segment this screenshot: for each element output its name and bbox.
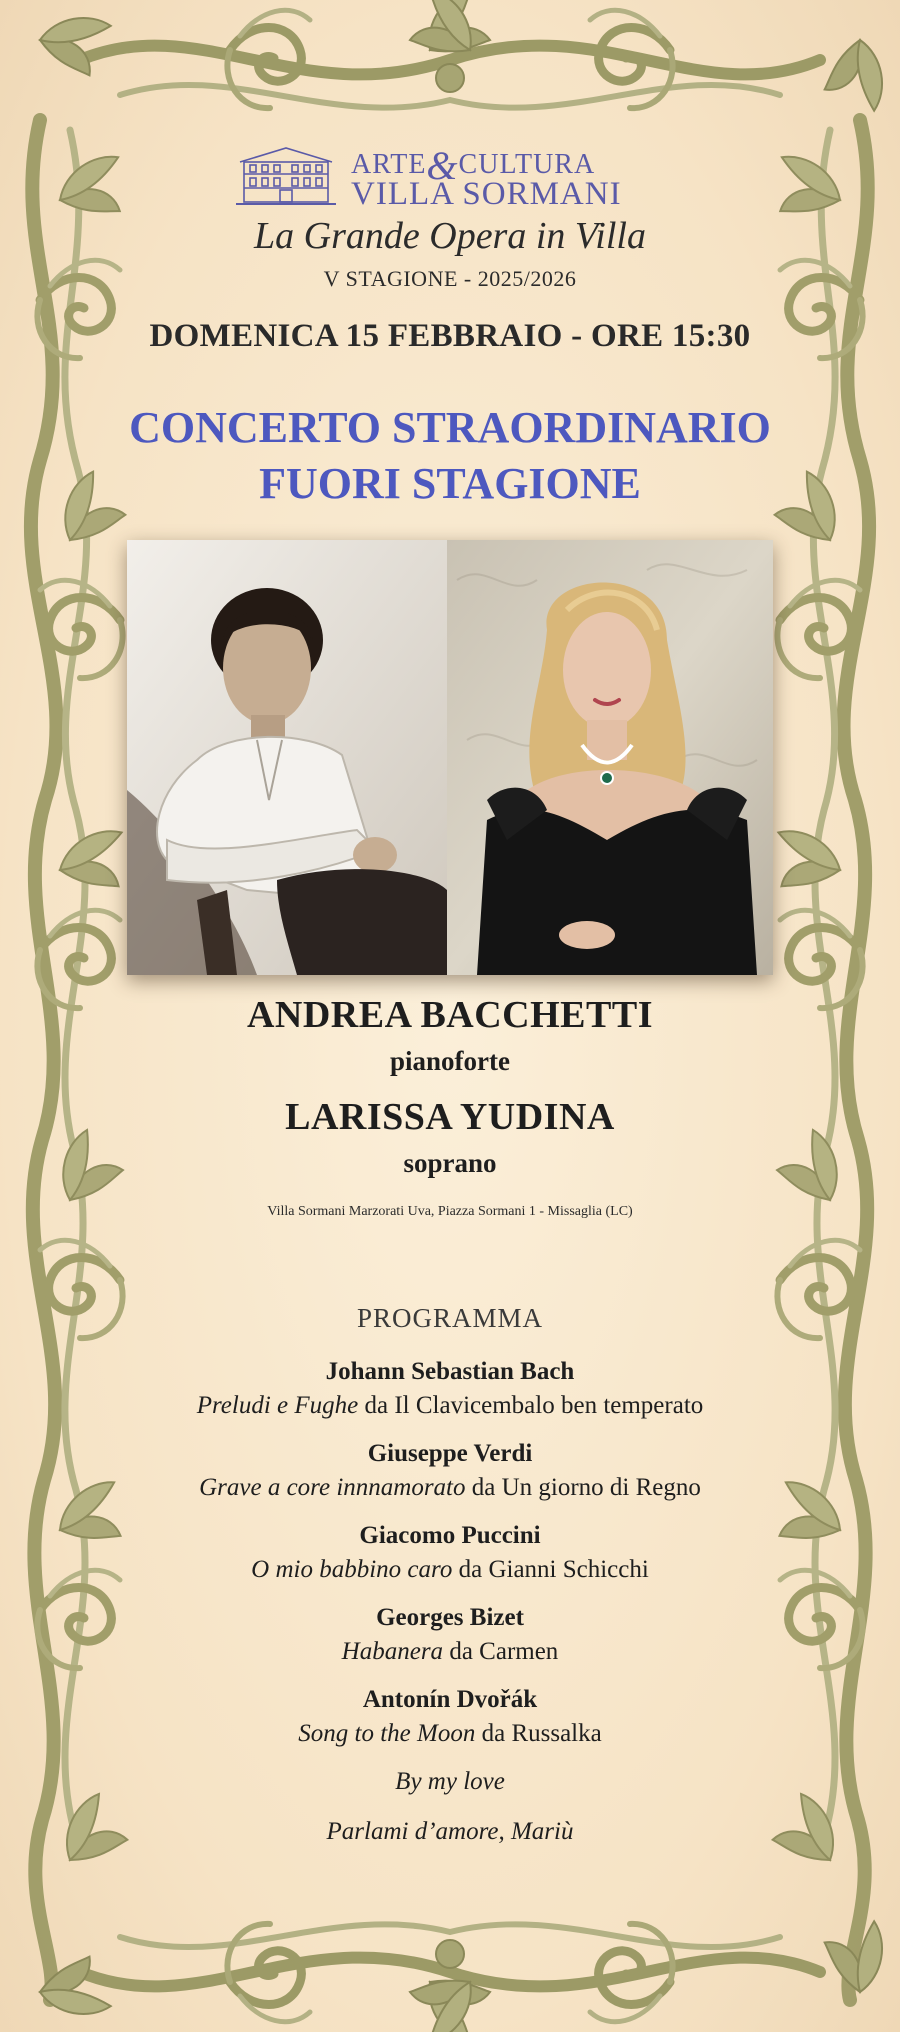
- program-composer: Johann Sebastian Bach: [325, 1358, 575, 1385]
- logo-title-line1: ARTE&CULTURA: [351, 143, 596, 188]
- series-subtitle: La Grande Opera in Villa: [254, 215, 646, 257]
- concert-title-line1: CONCERTO STRAORDINARIO: [129, 403, 771, 452]
- program-heading: PROGRAMMA: [356, 1303, 544, 1333]
- program-composer: Antonín Dvořák: [362, 1686, 538, 1713]
- program-work: Preludi e Fughe da Il Clavicembalo ben temperato: [196, 1392, 704, 1419]
- performer-photos: [127, 540, 773, 975]
- season-label: V STAGIONE - 2025/2026: [323, 266, 577, 291]
- pianist-photo: [127, 540, 447, 975]
- program-work: Song to the Moon da Russalka: [298, 1720, 602, 1747]
- event-date: DOMENICA 15 FEBBRAIO - ORE 15:30: [149, 318, 751, 354]
- performer-role-2: soprano: [403, 1148, 497, 1178]
- concert-title-line2: FUORI STAGIONE: [259, 459, 641, 508]
- performer-role-1: pianoforte: [390, 1046, 510, 1076]
- program-composer: Georges Bizet: [376, 1604, 524, 1631]
- program-work: Habanera da Carmen: [341, 1638, 559, 1665]
- program-composer: Giacomo Puccini: [359, 1522, 541, 1549]
- program-composer: Giuseppe Verdi: [367, 1440, 533, 1467]
- program-extra: By my love: [395, 1768, 505, 1795]
- performer-name-1: ANDREA BACCHETTI: [246, 994, 654, 1036]
- program-work: Grave a core innnamorato da Un giorno di Regno: [199, 1474, 701, 1501]
- soprano-photo: [447, 540, 773, 975]
- venue-address: Villa Sormani Marzorati Uva, Piazza Sormani 1 - Missaglia (LC): [267, 1204, 633, 1219]
- program-extra: Parlami d’amore, Mariù: [326, 1818, 574, 1845]
- logo-title-line2: VILLA SORMANI: [351, 176, 622, 212]
- villa-building-icon: [236, 142, 336, 208]
- arte-cultura-logo: [236, 140, 676, 210]
- program-work: O mio babbino caro da Gianni Schicchi: [251, 1556, 649, 1583]
- performer-name-2: LARISSA YUDINA: [285, 1096, 615, 1138]
